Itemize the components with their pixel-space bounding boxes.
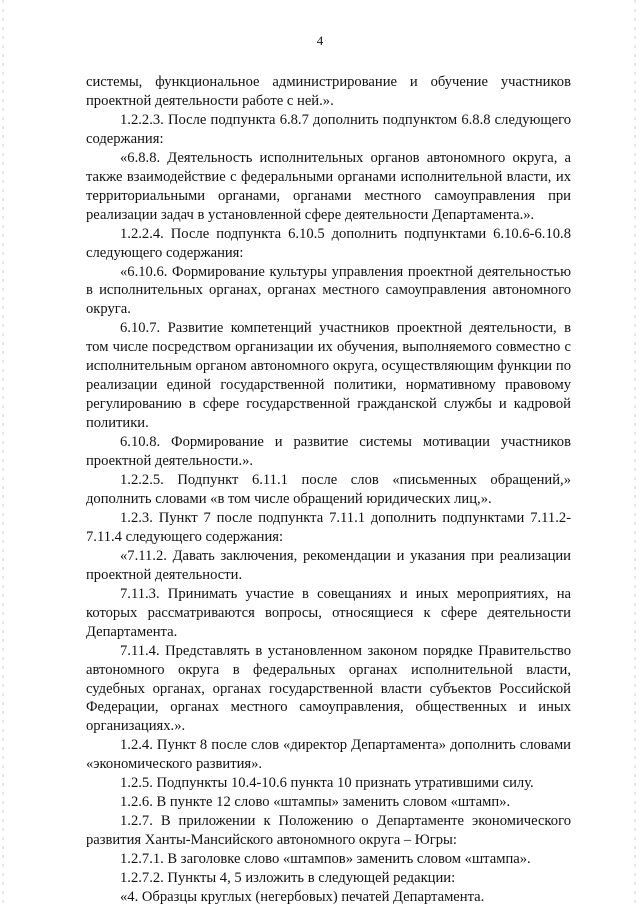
scan-edge-left [2, 0, 4, 905]
paragraph-1-2-5: 1.2.5. Подпункты 10.4-10.6 пункта 10 признать утратившими силу. [120, 775, 534, 792]
paragraph-7-11-2: «7.11.2. Давать заключения, рекомендации и указания при реализации проектной деятельности. [86, 547, 571, 583]
paragraph-6-10-6: «6.10.6. Формирование культуры управления проектной деятельностью в исполнительных органах, органах местного самоуправления автономного округа. [86, 263, 571, 318]
paragraph-item-4: «4. Образцы круглых (негербовых) печатей Департамента. [120, 888, 485, 905]
scan-edge-right [634, 0, 636, 905]
paragraph-1-2-7-2: 1.2.7.2. Пункты 4, 5 изложить в следующей редакции: [120, 870, 456, 887]
paragraph-1-2-2-5: 1.2.2.5. Подпункт 6.11.1 после слов «письменных обращений,» дополнить словами «в том числе обращений юридических лиц,». [86, 472, 571, 507]
paragraph-7-11-4: 7.11.4. Представлять в установленном законом порядке Правительство автономного округа в федеральных органах исполнительной власти, судебных органах, органах государственной власти субъектов Российской Федерации, органах местного самоуправления, общественных и иных организациях.». [86, 642, 571, 735]
paragraph-1-2-6: 1.2.6. В пункте 12 слово «штампы» заменить словом «штамп». [120, 794, 511, 811]
paragraph-1-2-2-3: 1.2.2.3. После подпункта 6.8.7 дополнить подпунктом 6.8.8 следующего содержания: [86, 111, 571, 147]
page-number: 4 [316, 33, 324, 48]
document-body [86, 73, 571, 905]
paragraph-continuation: системы, функциональное администрирование и обучение участников проектной деятельности работе с ней.». [86, 74, 571, 109]
paragraph-1-2-4: 1.2.4. Пункт 8 после слов «директор Департамента» дополнить словами «экономического развития». [86, 737, 571, 773]
paragraph-1-2-7: 1.2.7. В приложении к Положению о Департаменте экономического развития Ханты-Мансийского автономного округа – Югры: [86, 813, 571, 849]
paragraph-6-8-8: «6.8.8. Деятельность исполнительных органов автономного округа, а также взаимодействие с федеральными органами исполнительной власти, их территориальными органами, органами местного самоуправления при реализации задач в установленной сфере деятельности Департамента.». [86, 149, 571, 223]
paragraph-6-10-8: 6.10.8. Формирование и развитие системы мотивации участников проектной деятельности.». [86, 434, 571, 470]
paragraph-1-2-3: 1.2.3. Пункт 7 после подпункта 7.11.1 дополнить подпунктами 7.11.2-7.11.4 следующего содержания: [86, 509, 571, 545]
paragraph-1-2-2-4: 1.2.2.4. После подпункта 6.10.5 дополнить подпунктами 6.10.6-6.10.8 следующего содержания: [86, 225, 571, 261]
paragraph-7-11-3: 7.11.3. Принимать участие в совещаниях и иных мероприятиях, на которых рассматриваются вопросы, относящиеся к сфере деятельности Департамента. [86, 585, 571, 640]
paragraph-6-10-7: 6.10.7. Развитие компетенций участников проектной деятельности, в том числе посредством организации их обучения, выполняемого совместно с исполнительным органом автономного округа, осуществляющим функции по реализации единой государственной политики, нормативному правовому регулированию в сфере государственной гражданской службы и кадровой политики. [86, 320, 571, 432]
paragraph-1-2-7-1: 1.2.7.1. В заголовке слово «штампов» заменить словом «штампа». [120, 851, 531, 868]
